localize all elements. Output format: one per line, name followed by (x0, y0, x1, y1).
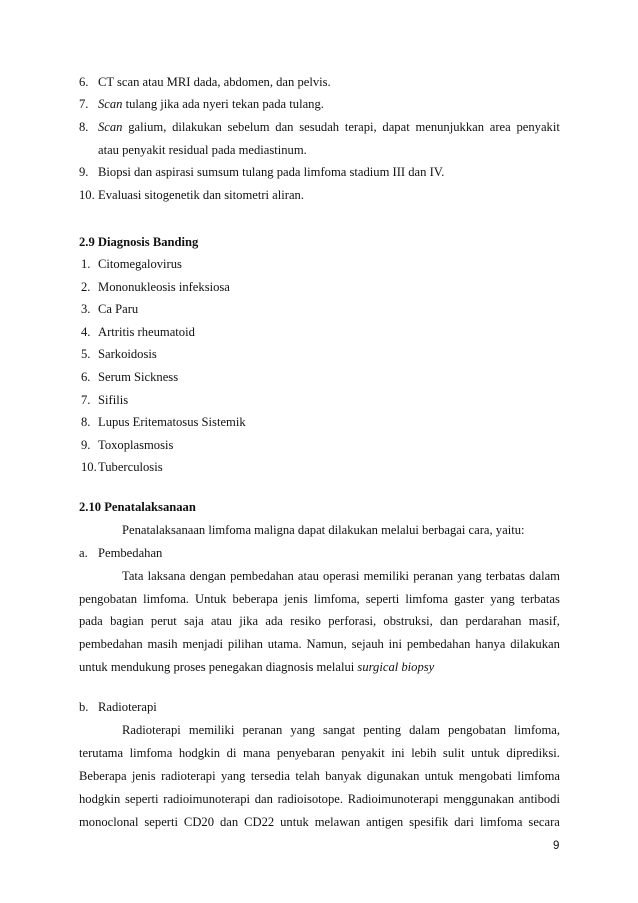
word: dalam (409, 723, 440, 737)
section-heading: 2.9 Diagnosis Banding (79, 235, 199, 249)
word: area (489, 120, 511, 134)
list-number: 6. (79, 75, 89, 89)
word: memiliki (363, 569, 410, 583)
section-heading: 2.10 Penatalaksanaan (79, 500, 196, 514)
word: pembedahan (79, 637, 143, 651)
word: operasi (323, 569, 360, 583)
word: antigen (366, 815, 404, 829)
word: limfoma (479, 815, 523, 829)
list-number: 9. (79, 165, 89, 179)
subsection-title: Radioterapi (98, 700, 157, 714)
text-run: tulang jika ada nyeri tekan pada tulang. (122, 97, 324, 111)
word: menunjukkan (415, 120, 485, 134)
paragraph-line (79, 591, 560, 607)
word: diprediksi. (506, 746, 560, 760)
word: untuk (424, 769, 454, 783)
word: yang (490, 592, 515, 606)
word: Radioterapi (122, 723, 181, 737)
list-item-text (98, 164, 444, 180)
word: menggunakan (443, 792, 514, 806)
word: dan (254, 792, 273, 806)
word: dalam (529, 569, 560, 583)
word: tersedia (250, 769, 290, 783)
word: ini (388, 637, 402, 651)
word: yang (290, 723, 315, 737)
text-run: Scan (98, 97, 123, 111)
text-run: Evaluasi sitogenetik dan sitometri aliran. (98, 188, 304, 202)
list-number: 1. (81, 257, 91, 271)
text-run: surgical biopsy (357, 660, 435, 674)
word: masih (147, 637, 178, 651)
word: Namun, (306, 637, 347, 651)
list-item-text: Artritis rheumatoid (98, 324, 195, 339)
list-number: 8. (79, 120, 89, 134)
paragraph-line (79, 791, 560, 807)
word: laksana (147, 569, 186, 583)
word: dilakukan (172, 120, 222, 134)
paragraph-line (79, 814, 560, 830)
list-item-text (98, 187, 304, 203)
word: sejauh (351, 637, 384, 651)
list-item-text: Mononukleosis infeksiosa (98, 279, 230, 294)
word: menjadi (182, 637, 224, 651)
word: pada (79, 614, 103, 628)
paragraph-line (122, 722, 560, 738)
word: jenis (131, 769, 156, 783)
word: dan (219, 815, 239, 829)
word: digunakan (366, 769, 420, 783)
word: melawan (314, 815, 361, 829)
text-run: untuk mendukung proses penegakan diagnosis melalui (79, 660, 358, 674)
word: galium, (128, 120, 167, 134)
subsection-label: a. (79, 546, 88, 560)
word: Scan (98, 120, 123, 134)
word: obstruksi, (383, 614, 433, 628)
word: dengan (189, 569, 226, 583)
word: masif, (528, 614, 560, 628)
word: dan (275, 120, 294, 134)
list-number: 10. (81, 460, 97, 475)
word: secara (528, 815, 560, 829)
paragraph-intro: Penatalaksanaan limfoma maligna dapat dilakukan melalui berbagai cara, yaitu: (122, 523, 525, 537)
paragraph-line (79, 613, 560, 629)
list-number: 7. (79, 97, 89, 111)
text-run: Biopsi dan aspirasi sumsum tulang pada limfoma stadium III dan IV. (98, 165, 445, 179)
word: beberapa (232, 592, 278, 606)
word: penyebaran (276, 746, 335, 760)
list-item-text: Tuberculosis (98, 460, 163, 475)
word: atau (297, 569, 319, 583)
word: CD20 (183, 815, 215, 829)
word: yang (457, 569, 482, 583)
word: hanya (475, 637, 506, 651)
word: pengobatan (79, 592, 138, 606)
word: antibodi (518, 792, 560, 806)
word: Tata (122, 569, 144, 583)
word: sebelum (227, 120, 270, 134)
paragraph-line (79, 745, 560, 761)
word: telah (295, 769, 320, 783)
list-item-text: Sarkoidosis (98, 347, 157, 362)
word: gaster (454, 592, 485, 606)
word: penyakit (516, 120, 560, 134)
word: terapi, (344, 120, 377, 134)
word: seperti (124, 792, 159, 806)
word: limfoma (517, 769, 560, 783)
word: yang (220, 769, 246, 783)
word: memiliki (188, 723, 235, 737)
list-item-text: Lupus Eritematosus Sistemik (98, 415, 246, 430)
list-number: 2. (81, 279, 91, 294)
list-number: 9. (81, 437, 91, 452)
word: utama. (267, 637, 302, 651)
word: pembedahan (406, 637, 471, 651)
word: Beberapa (79, 769, 127, 783)
word: pembedahan (230, 569, 294, 583)
list-item-text (98, 96, 324, 112)
word: resiko (290, 614, 321, 628)
word: limfoma, (514, 723, 560, 737)
list-item-text: Toxoplasmosis (98, 437, 174, 452)
page-number: 9 (553, 840, 560, 852)
list-item-text: Ca Paru (98, 302, 139, 317)
list-item-text: Sifilis (98, 392, 129, 407)
word: seperti (365, 592, 400, 606)
text-run: CT scan atau MRI dada, abdomen, dan pelvis. (98, 75, 331, 89)
word: hodgkin (79, 792, 121, 806)
list-item-continuation: atau penyakit residual pada mediastinum. (98, 142, 307, 157)
word: penyakit (341, 746, 385, 760)
word: dan (440, 614, 459, 628)
word: sulit (442, 746, 465, 760)
word: perut (150, 614, 177, 628)
word: ini (391, 746, 405, 760)
paragraph-line (122, 568, 560, 584)
word: limfoma, (313, 592, 360, 606)
word: perdarahan (465, 614, 522, 628)
word: pengobatan (448, 723, 507, 737)
list-number: 4. (81, 324, 91, 339)
word: atau (210, 614, 232, 628)
word: saja (184, 614, 204, 628)
word: pilihan (227, 637, 263, 651)
word: monoclonal (79, 815, 139, 829)
list-number: 8. (81, 415, 91, 430)
word: Radioimunoterapi (347, 792, 439, 806)
word: radioimunoterapi (163, 792, 250, 806)
word: radioterapi (161, 769, 216, 783)
word: untuk (471, 746, 500, 760)
word: di (226, 746, 237, 760)
word: spesifik (409, 815, 449, 829)
paragraph-line (79, 636, 560, 652)
word: limfoma. (143, 592, 189, 606)
list-number: 10. (79, 188, 95, 202)
word: perforasi, (328, 614, 377, 628)
word: ada (265, 614, 283, 628)
word: terbatas (520, 592, 560, 606)
list-item-text (98, 119, 560, 135)
list-number: 7. (81, 392, 91, 407)
word: dari (454, 815, 474, 829)
list-item-text (98, 74, 331, 90)
word: mana (243, 746, 271, 760)
subsection-title: Pembedahan (98, 546, 163, 560)
word: terbatas (485, 569, 526, 583)
list-item-text: Serum Sickness (98, 370, 179, 384)
word: dilakukan (510, 637, 560, 651)
word: radioisotope. (277, 792, 343, 806)
paragraph-line (79, 768, 560, 784)
list-item-text: Citomegalovirus (98, 257, 182, 271)
word: sangat (322, 723, 356, 737)
word: limfoma (129, 746, 173, 760)
word: untuk (280, 815, 309, 829)
word: banyak (325, 769, 362, 783)
paragraph-line (79, 659, 434, 675)
list-number: 5. (81, 347, 91, 362)
word: peranan (242, 723, 283, 737)
word: dapat (382, 120, 410, 134)
word: jenis (284, 592, 308, 606)
word: CD22 (244, 815, 275, 829)
word: bagian (110, 614, 144, 628)
word: hodgkin (178, 746, 221, 760)
list-number: 6. (81, 370, 91, 384)
list-number: 3. (81, 302, 91, 317)
word: peranan (413, 569, 454, 583)
word: lebih (411, 746, 437, 760)
word: terutama (79, 746, 124, 760)
word: Untuk (194, 592, 227, 606)
word: sesudah (299, 120, 340, 134)
word: jika (239, 614, 259, 628)
word: seperti (144, 815, 178, 829)
word: mengobati (458, 769, 512, 783)
word: limfoma (405, 592, 449, 606)
subsection-label: b. (79, 700, 89, 714)
word: penting (363, 723, 402, 737)
